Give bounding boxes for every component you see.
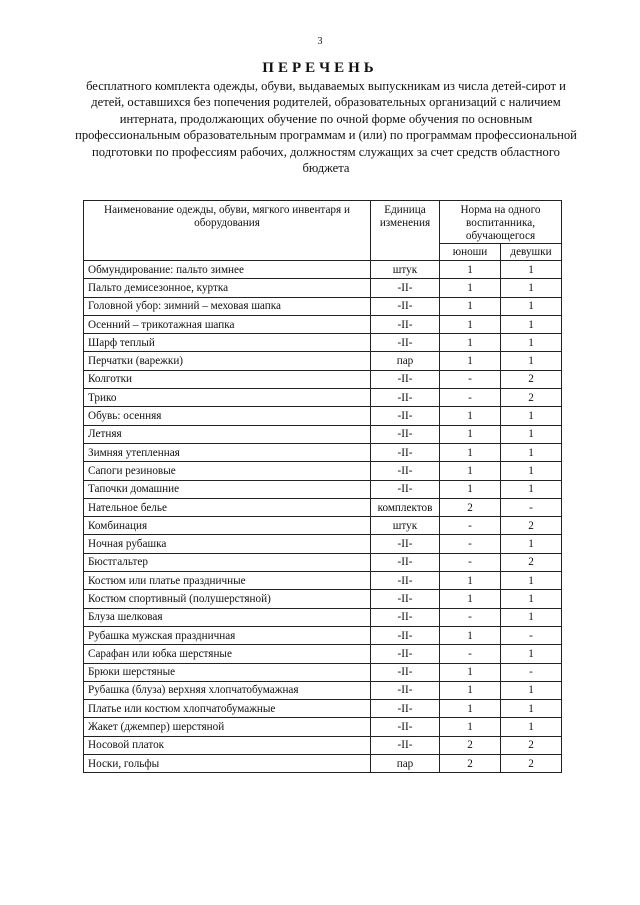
cell-name: Тапочки домашние xyxy=(84,480,371,498)
cell-unit: штук xyxy=(371,517,440,535)
table-row xyxy=(84,407,562,425)
cell-unit: -II- xyxy=(371,718,440,736)
cell-unit: -II- xyxy=(371,700,440,718)
cell-unit: -II- xyxy=(371,389,440,407)
table-row xyxy=(84,370,562,388)
cell-name: Носки, гольфы xyxy=(84,755,371,773)
table-body xyxy=(84,261,562,773)
cell-unit: -II- xyxy=(371,297,440,315)
cell-boys: - xyxy=(440,553,501,571)
cell-boys: 1 xyxy=(440,480,501,498)
header-boys: юноши xyxy=(440,244,501,261)
cell-name: Костюм или платье праздничные xyxy=(84,572,371,590)
cell-unit: -II- xyxy=(371,590,440,608)
cell-boys: 1 xyxy=(440,352,501,370)
table-row xyxy=(84,462,562,480)
cell-girls: 1 xyxy=(501,407,562,425)
cell-name: Осенний – трикотажная шапка xyxy=(84,315,371,333)
cell-boys: 1 xyxy=(440,315,501,333)
cell-girls: 2 xyxy=(501,755,562,773)
cell-girls: 2 xyxy=(501,517,562,535)
cell-name: Рубашка мужская праздничная xyxy=(84,626,371,644)
cell-girls: 1 xyxy=(501,480,562,498)
cell-boys: - xyxy=(440,389,501,407)
cell-name: Платье или костюм хлопчатобумажные xyxy=(84,700,371,718)
cell-name: Бюстгальтер xyxy=(84,553,371,571)
table-row xyxy=(84,590,562,608)
cell-name: Сапоги резиновые xyxy=(84,462,371,480)
cell-boys: - xyxy=(440,370,501,388)
cell-girls: 1 xyxy=(501,608,562,626)
cell-girls: - xyxy=(501,663,562,681)
cell-name: Колготки xyxy=(84,370,371,388)
table-row xyxy=(84,443,562,461)
header-norm: Норма на одного воспитанника, обучающегося xyxy=(440,201,562,244)
cell-unit: -II- xyxy=(371,462,440,480)
table-row xyxy=(84,700,562,718)
cell-unit: -II- xyxy=(371,370,440,388)
cell-girls: 1 xyxy=(501,297,562,315)
cell-unit: -II- xyxy=(371,279,440,297)
table-row xyxy=(84,279,562,297)
cell-unit: -II- xyxy=(371,535,440,553)
cell-boys: 1 xyxy=(440,279,501,297)
cell-name: Обмундирование: пальто зимнее xyxy=(84,261,371,279)
table-row xyxy=(84,315,562,333)
cell-girls: 1 xyxy=(501,645,562,663)
table-row xyxy=(84,663,562,681)
cell-boys: 1 xyxy=(440,718,501,736)
cell-girls: 1 xyxy=(501,681,562,699)
cell-unit: -II- xyxy=(371,334,440,352)
cell-unit: -II- xyxy=(371,425,440,443)
cell-unit: -II- xyxy=(371,645,440,663)
cell-boys: 2 xyxy=(440,755,501,773)
cell-name: Трико xyxy=(84,389,371,407)
table-row xyxy=(84,608,562,626)
table-row xyxy=(84,480,562,498)
cell-name: Брюки шерстяные xyxy=(84,663,371,681)
cell-name: Обувь: осенняя xyxy=(84,407,371,425)
cell-boys: 1 xyxy=(440,663,501,681)
cell-boys: 2 xyxy=(440,498,501,516)
cell-name: Шарф теплый xyxy=(84,334,371,352)
cell-girls: 1 xyxy=(501,535,562,553)
cell-girls: 1 xyxy=(501,279,562,297)
cell-name: Рубашка (блуза) верхняя хлопчатобумажная xyxy=(84,681,371,699)
cell-girls: 1 xyxy=(501,443,562,461)
cell-unit: -II- xyxy=(371,407,440,425)
cell-girls: 1 xyxy=(501,261,562,279)
table-row xyxy=(84,498,562,516)
table-row xyxy=(84,681,562,699)
cell-boys: 1 xyxy=(440,681,501,699)
table-row xyxy=(84,572,562,590)
cell-boys: 2 xyxy=(440,736,501,754)
table-row xyxy=(84,736,562,754)
document-subtitle: бесплатного комплекта одежды, обуви, выдаваемых выпускникам из числа детей-сирот и детей, оставшихся без попечения родителей, образовательных организаций с наличием интерната, продолжающих обучение по очной форме обучения по основным профессиональным образовательным программам и (или) по программам профессиональной подготовки по профессиям рабочих, должностям служащих за счет средств областного бюджета xyxy=(75,79,577,176)
items-table xyxy=(83,200,562,773)
cell-boys: 1 xyxy=(440,334,501,352)
cell-name: Ночная рубашка xyxy=(84,535,371,553)
cell-boys: 1 xyxy=(440,590,501,608)
cell-unit: -II- xyxy=(371,608,440,626)
cell-name: Комбинация xyxy=(84,517,371,535)
cell-unit: -II- xyxy=(371,480,440,498)
table-row xyxy=(84,334,562,352)
cell-girls: 1 xyxy=(501,718,562,736)
cell-boys: 1 xyxy=(440,443,501,461)
cell-girls: 1 xyxy=(501,334,562,352)
cell-boys: 1 xyxy=(440,572,501,590)
cell-name: Костюм спортивный (полушерстяной) xyxy=(84,590,371,608)
cell-boys: 1 xyxy=(440,297,501,315)
cell-boys: 1 xyxy=(440,261,501,279)
table-row xyxy=(84,389,562,407)
cell-name: Головной убор: зимний – меховая шапка xyxy=(84,297,371,315)
table-row xyxy=(84,755,562,773)
cell-name: Зимняя утепленная xyxy=(84,443,371,461)
cell-unit: -II- xyxy=(371,443,440,461)
cell-boys: 1 xyxy=(440,425,501,443)
cell-girls: - xyxy=(501,498,562,516)
cell-unit: пар xyxy=(371,755,440,773)
cell-girls: 1 xyxy=(501,590,562,608)
table-row xyxy=(84,352,562,370)
cell-unit: -II- xyxy=(371,553,440,571)
cell-unit: -II- xyxy=(371,663,440,681)
cell-boys: 1 xyxy=(440,407,501,425)
header-name: Наименование одежды, обуви, мягкого инвентаря и оборудования xyxy=(84,201,371,261)
header-unit: Единица изменения xyxy=(371,201,440,261)
cell-girls: - xyxy=(501,626,562,644)
cell-name: Блуза шелковая xyxy=(84,608,371,626)
cell-name: Нательное белье xyxy=(84,498,371,516)
cell-girls: 1 xyxy=(501,572,562,590)
cell-girls: 1 xyxy=(501,700,562,718)
cell-girls: 2 xyxy=(501,736,562,754)
page-number: 3 xyxy=(317,36,323,47)
cell-unit: -II- xyxy=(371,681,440,699)
cell-boys: - xyxy=(440,517,501,535)
table-header-row xyxy=(84,201,562,244)
table-row xyxy=(84,553,562,571)
cell-name: Сарафан или юбка шерстяные xyxy=(84,645,371,663)
table-row xyxy=(84,425,562,443)
cell-girls: 2 xyxy=(501,553,562,571)
cell-name: Пальто демисезонное, куртка xyxy=(84,279,371,297)
cell-unit: комплектов xyxy=(371,498,440,516)
cell-boys: 1 xyxy=(440,700,501,718)
cell-girls: 1 xyxy=(501,352,562,370)
cell-girls: 2 xyxy=(501,389,562,407)
table-row xyxy=(84,626,562,644)
cell-girls: 2 xyxy=(501,370,562,388)
cell-girls: 1 xyxy=(501,462,562,480)
cell-boys: - xyxy=(440,645,501,663)
cell-boys: 1 xyxy=(440,462,501,480)
table-row xyxy=(84,718,562,736)
table-row xyxy=(84,645,562,663)
table-row xyxy=(84,261,562,279)
cell-boys: - xyxy=(440,608,501,626)
document-title: ПЕРЕЧЕНЬ xyxy=(262,60,378,76)
cell-boys: - xyxy=(440,535,501,553)
table-row xyxy=(84,297,562,315)
cell-name: Носовой платок xyxy=(84,736,371,754)
table-row xyxy=(84,517,562,535)
header-girls: девушки xyxy=(501,244,562,261)
cell-name: Жакет (джемпер) шерстяной xyxy=(84,718,371,736)
cell-unit: -II- xyxy=(371,315,440,333)
cell-girls: 1 xyxy=(501,315,562,333)
cell-girls: 1 xyxy=(501,425,562,443)
cell-unit: пар xyxy=(371,352,440,370)
cell-name: Перчатки (варежки) xyxy=(84,352,371,370)
cell-unit: штук xyxy=(371,261,440,279)
cell-unit: -II- xyxy=(371,626,440,644)
cell-unit: -II- xyxy=(371,736,440,754)
cell-name: Летняя xyxy=(84,425,371,443)
cell-unit: -II- xyxy=(371,572,440,590)
table-row xyxy=(84,535,562,553)
cell-boys: 1 xyxy=(440,626,501,644)
